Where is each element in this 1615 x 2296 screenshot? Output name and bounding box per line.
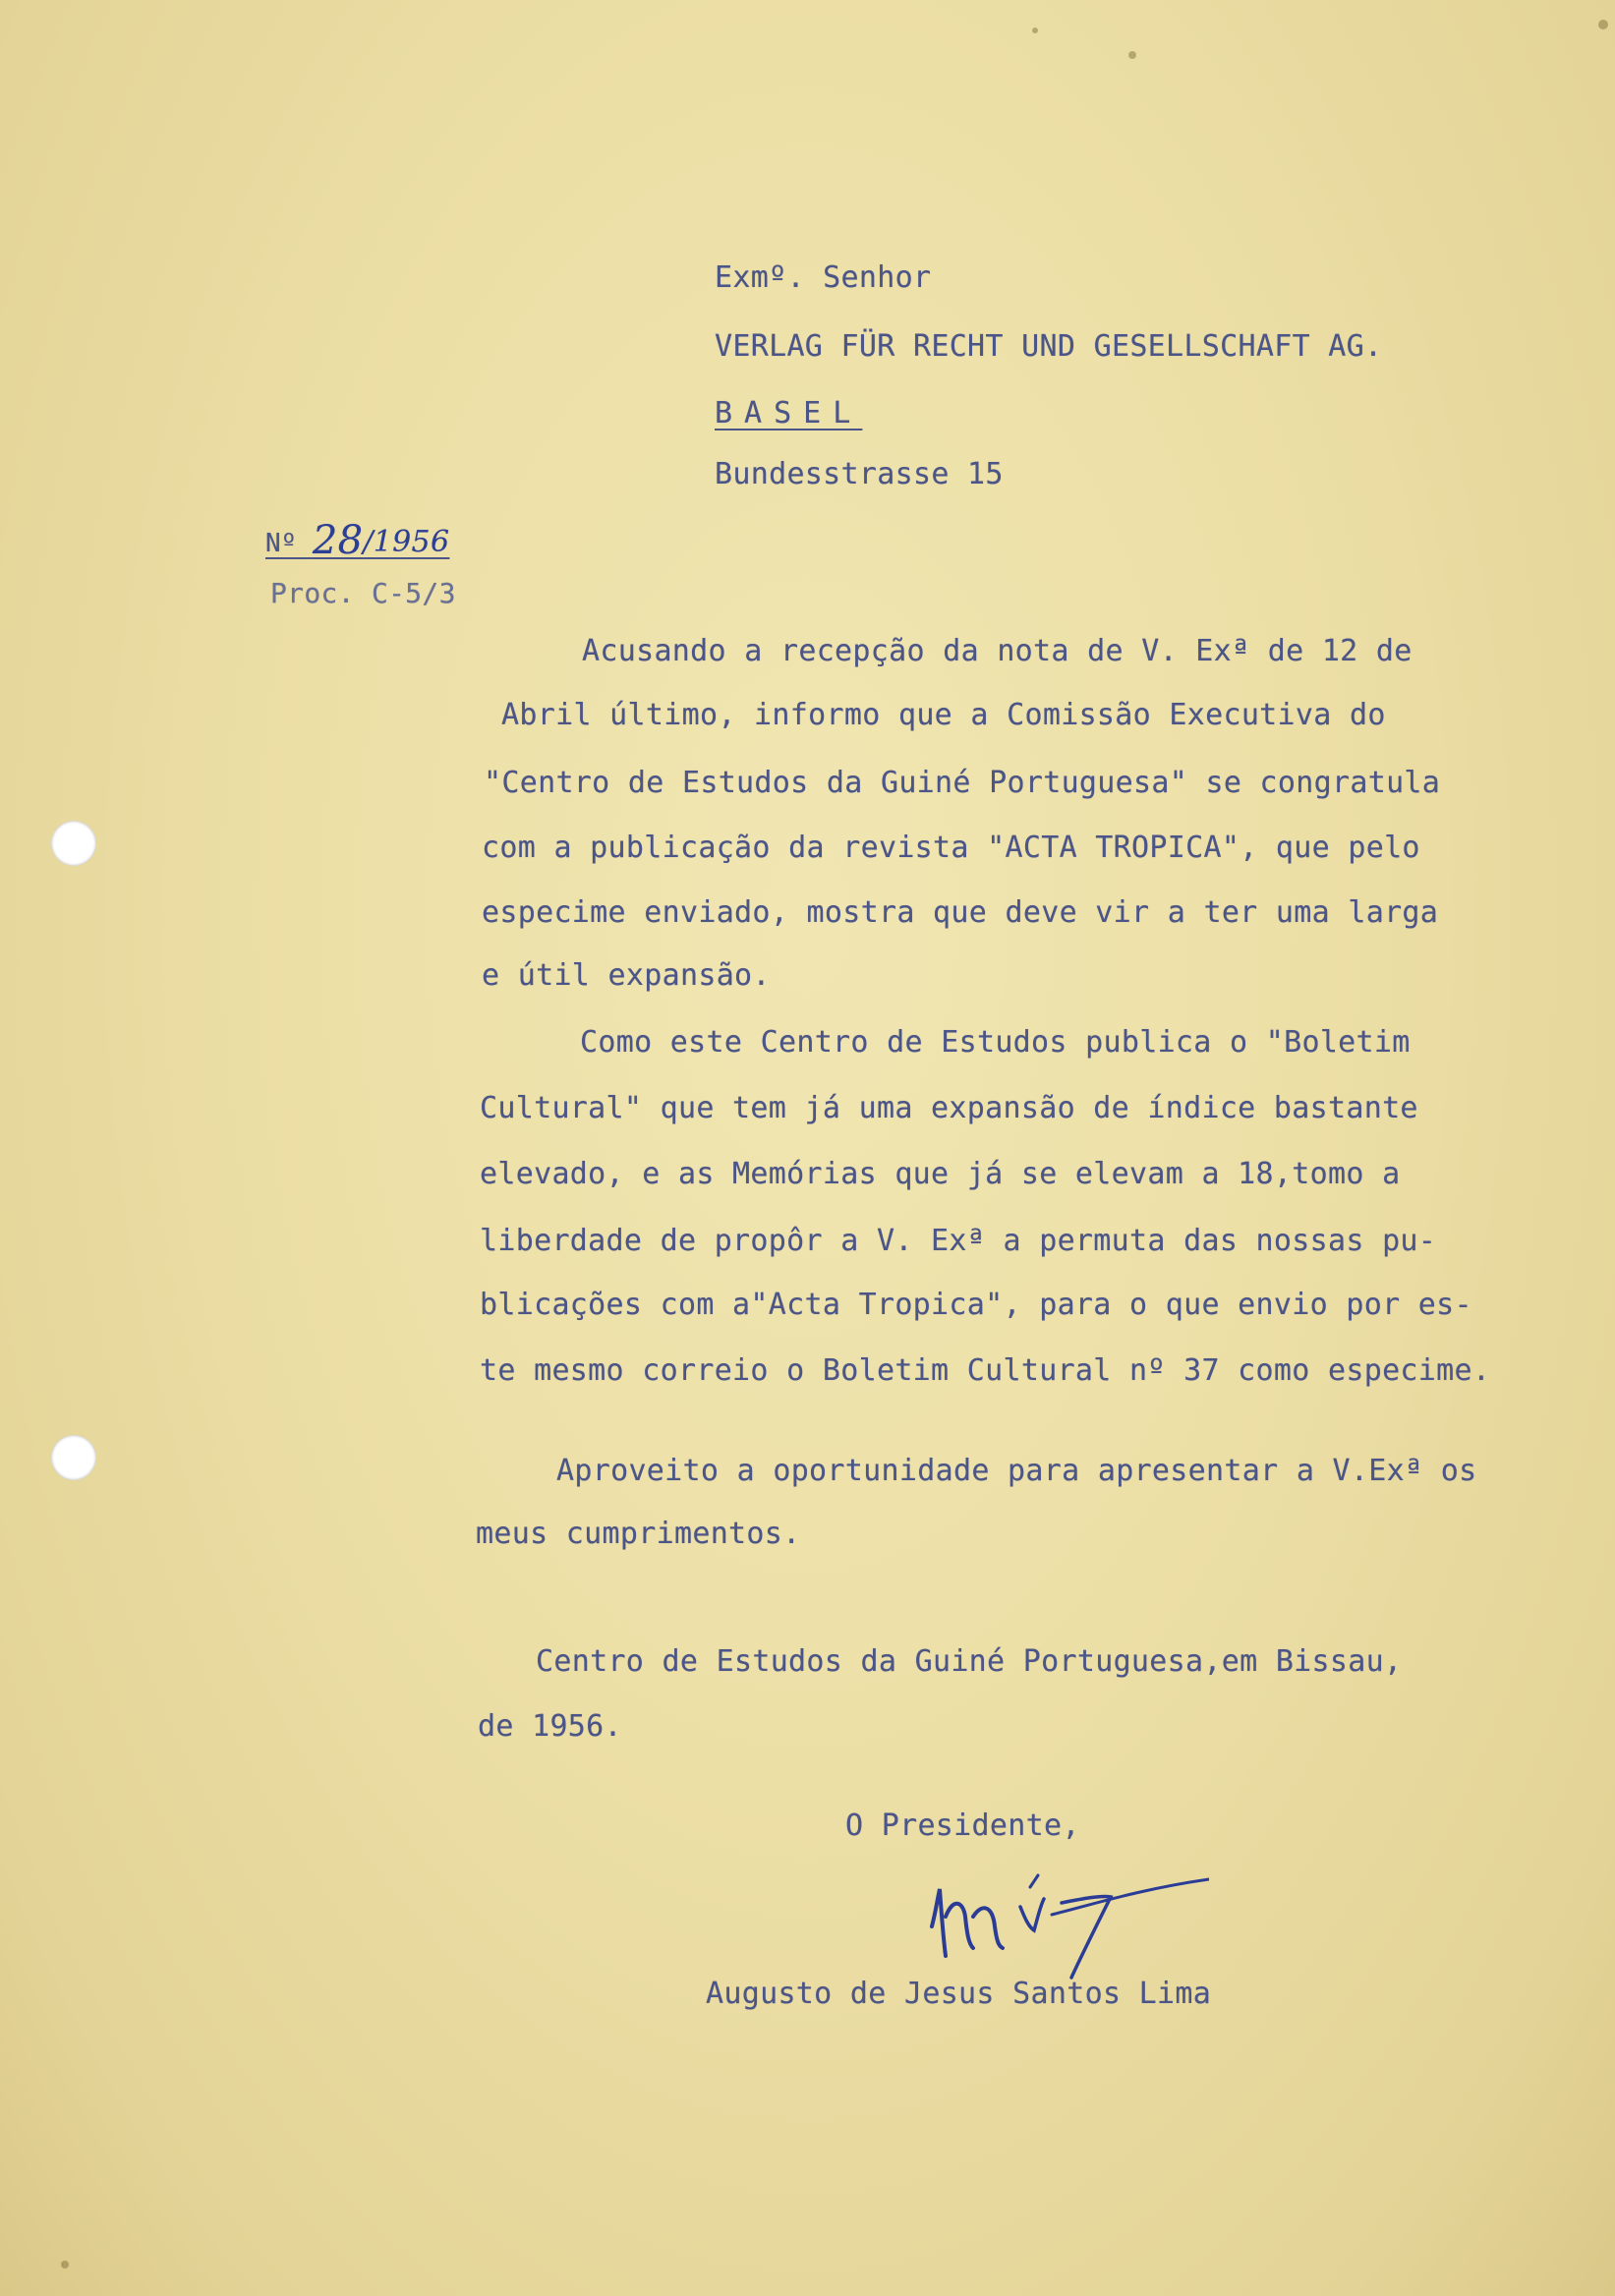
date-line: de 1956. [478,1709,622,1744]
paragraph-1-line-6: e útil expansão. [482,958,771,993]
paragraph-2-line-4: liberdade de propôr a V. Exª a permuta das nossas pu- [480,1224,1437,1258]
paper-speck [1598,20,1608,29]
paragraph-1-line-1: Acusando a recepção da nota de V. Exª de 12 de [582,634,1413,668]
punch-hole-bottom [51,1435,96,1480]
reference-handwritten-year: /1956 [363,525,450,559]
salutation: Exmº. Senhor [715,260,932,295]
paragraph-2-line-1: Como este Centro de Estudos publica o "Boletim [580,1025,1411,1060]
paragraph-1-line-4: com a publicação da revista "ACTA TROPICA", que pelo [482,831,1420,865]
signatory-title: O Presidente, [845,1808,1080,1843]
handwritten-signature [914,1858,1209,1995]
reference-handwritten-number: 28 [312,518,364,563]
punch-hole-top [51,821,96,866]
paper-speck [61,2261,69,2268]
paragraph-3-line-1: Aproveito a oportunidade para apresentar a V.Exª os [556,1454,1477,1488]
paper-speck [1128,51,1136,59]
paper-speck [1032,28,1038,33]
paragraph-2-line-5: blicações com a"Acta Tropica", para o que envio por es- [480,1288,1472,1322]
place-line: Centro de Estudos da Guiné Portuguesa,em Bissau, [536,1644,1403,1679]
reference-number [265,518,450,563]
paragraph-2-line-3: elevado, e as Memórias que já se elevam a 18,tomo a [480,1157,1401,1191]
process-number: Proc. C-5/3 [270,577,456,609]
signatory-name: Augusto de Jesus Santos Lima [706,1977,1212,2011]
recipient-city: BASEL [715,396,863,430]
recipient-street: Bundesstrasse 15 [715,457,1004,491]
paragraph-3-line-2: meus cumprimentos. [476,1517,801,1551]
recipient-company: VERLAG FÜR RECHT UND GESELLSCHAFT AG. [715,329,1383,364]
reference-prefix: Nº [265,529,313,558]
paragraph-2-line-6: te mesmo correio o Boletim Cultural nº 37 como especime. [480,1353,1491,1388]
paragraph-1-line-2: Abril último, informo que a Comissão Executiva do [501,698,1386,732]
paragraph-1-line-3: "Centro de Estudos da Guiné Portuguesa" se congratula [484,766,1441,800]
paragraph-2-line-2: Cultural" que tem já uma expansão de índice bastante [480,1091,1418,1125]
paragraph-1-line-5: especime enviado, mostra que deve vir a ter uma larga [482,895,1439,930]
